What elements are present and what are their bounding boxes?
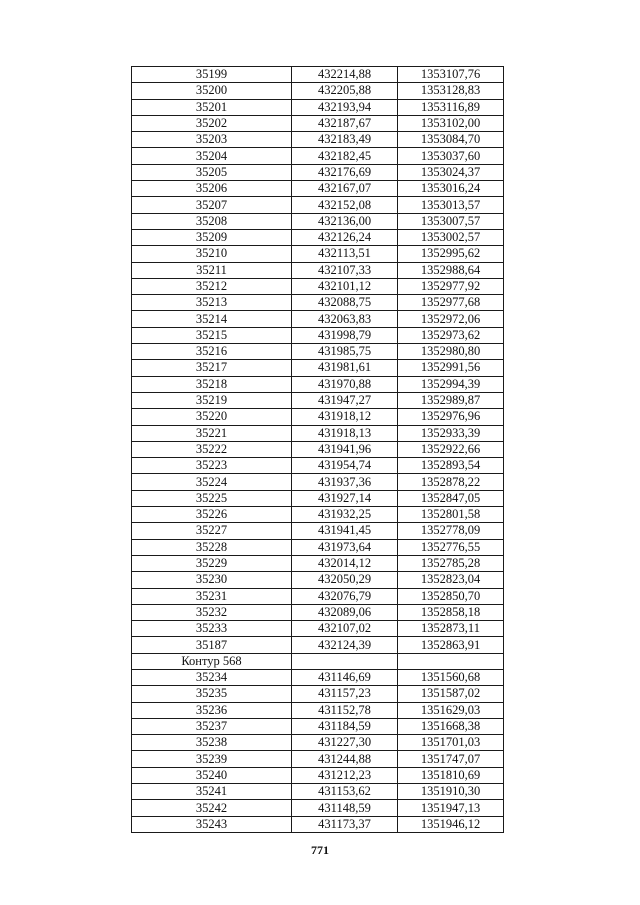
y-coordinate-cell: 1351560,68: [398, 669, 504, 685]
x-coordinate-cell: 431937,36: [292, 474, 398, 490]
y-coordinate-cell: 1352863,91: [398, 637, 504, 653]
x-coordinate-cell: 431173,37: [292, 816, 398, 832]
x-coordinate-cell: 431998,79: [292, 327, 398, 343]
point-number-cell: 35236: [132, 702, 292, 718]
point-number-cell: 35203: [132, 132, 292, 148]
table-row: [132, 816, 504, 832]
point-number-cell: 35231: [132, 588, 292, 604]
table-row: [132, 197, 504, 213]
y-coordinate-cell: 1351668,38: [398, 718, 504, 734]
point-number-cell: 35208: [132, 213, 292, 229]
table-row: [132, 229, 504, 245]
y-coordinate-cell: 1353024,37: [398, 164, 504, 180]
point-number-cell: 35239: [132, 751, 292, 767]
table-row: [132, 148, 504, 164]
point-number-cell: 35202: [132, 115, 292, 131]
point-number-cell: 35215: [132, 327, 292, 343]
point-number-cell: 35222: [132, 441, 292, 457]
point-number-cell: 35214: [132, 311, 292, 327]
table-row: [132, 653, 504, 669]
y-coordinate-cell: 1352778,09: [398, 523, 504, 539]
x-coordinate-cell: 431927,14: [292, 490, 398, 506]
point-number-cell: 35223: [132, 458, 292, 474]
x-coordinate-cell: 432107,33: [292, 262, 398, 278]
table-row: [132, 164, 504, 180]
y-coordinate-cell: 1353016,24: [398, 181, 504, 197]
point-number-cell: 35229: [132, 555, 292, 571]
point-number-cell: 35207: [132, 197, 292, 213]
point-number-cell: 35212: [132, 278, 292, 294]
y-coordinate-cell: 1352988,64: [398, 262, 504, 278]
point-number-cell: 35209: [132, 229, 292, 245]
y-coordinate-cell: 1352922,66: [398, 441, 504, 457]
table-row: [132, 115, 504, 131]
x-coordinate-cell: 432187,67: [292, 115, 398, 131]
x-coordinate-cell: 432205,88: [292, 83, 398, 99]
point-number-cell: 35230: [132, 572, 292, 588]
point-number-cell: 35205: [132, 164, 292, 180]
coordinates-table-body: [132, 67, 504, 833]
point-number-cell: 35241: [132, 784, 292, 800]
point-number-cell: 35206: [132, 181, 292, 197]
table-row: [132, 181, 504, 197]
x-coordinate-cell: 432193,94: [292, 99, 398, 115]
y-coordinate-cell: 1351587,02: [398, 686, 504, 702]
y-coordinate-cell: 1352873,11: [398, 621, 504, 637]
x-coordinate-cell: 431981,61: [292, 360, 398, 376]
table-row: [132, 507, 504, 523]
point-number-cell: 35242: [132, 800, 292, 816]
point-number-cell: 35200: [132, 83, 292, 99]
table-row: [132, 392, 504, 408]
table-row: [132, 784, 504, 800]
point-number-cell: 35227: [132, 523, 292, 539]
point-number-cell: 35219: [132, 392, 292, 408]
y-coordinate-cell: 1352933,39: [398, 425, 504, 441]
table-row: [132, 99, 504, 115]
y-coordinate-cell: 1351701,03: [398, 735, 504, 751]
table-row: [132, 376, 504, 392]
x-coordinate-cell: 432176,69: [292, 164, 398, 180]
table-row: [132, 295, 504, 311]
x-coordinate-cell: 432214,88: [292, 67, 398, 83]
y-coordinate-cell: 1352977,68: [398, 295, 504, 311]
table-row: [132, 360, 504, 376]
table-row: [132, 572, 504, 588]
point-number-cell: 35232: [132, 604, 292, 620]
y-coordinate-cell: 1351910,30: [398, 784, 504, 800]
x-coordinate-cell: [292, 653, 398, 669]
y-coordinate-cell: 1352995,62: [398, 246, 504, 262]
table-row: [132, 213, 504, 229]
x-coordinate-cell: 432089,06: [292, 604, 398, 620]
point-number-cell: 35235: [132, 686, 292, 702]
y-coordinate-cell: 1352858,18: [398, 604, 504, 620]
point-number-cell: 35187: [132, 637, 292, 653]
y-coordinate-cell: 1352976,96: [398, 409, 504, 425]
table-row: [132, 751, 504, 767]
point-number-cell: 35234: [132, 669, 292, 685]
point-number-cell: 35228: [132, 539, 292, 555]
y-coordinate-cell: 1353102,00: [398, 115, 504, 131]
x-coordinate-cell: 431152,78: [292, 702, 398, 718]
y-coordinate-cell: 1352980,80: [398, 344, 504, 360]
x-coordinate-cell: 431947,27: [292, 392, 398, 408]
point-number-cell: 35204: [132, 148, 292, 164]
point-number-cell: 35210: [132, 246, 292, 262]
x-coordinate-cell: 431244,88: [292, 751, 398, 767]
table-row: [132, 344, 504, 360]
table-row: [132, 83, 504, 99]
y-coordinate-cell: 1353013,57: [398, 197, 504, 213]
y-coordinate-cell: 1352850,70: [398, 588, 504, 604]
table-row: [132, 327, 504, 343]
point-number-cell: 35243: [132, 816, 292, 832]
x-coordinate-cell: 431184,59: [292, 718, 398, 734]
table-row: [132, 588, 504, 604]
x-coordinate-cell: 432076,79: [292, 588, 398, 604]
x-coordinate-cell: 432050,29: [292, 572, 398, 588]
x-coordinate-cell: 431985,75: [292, 344, 398, 360]
x-coordinate-cell: 432063,83: [292, 311, 398, 327]
y-coordinate-cell: 1353128,83: [398, 83, 504, 99]
y-coordinate-cell: 1352823,04: [398, 572, 504, 588]
table-row: [132, 735, 504, 751]
point-number-cell: 35220: [132, 409, 292, 425]
y-coordinate-cell: 1353084,70: [398, 132, 504, 148]
point-number-cell: 35238: [132, 735, 292, 751]
table-row: [132, 132, 504, 148]
x-coordinate-cell: 431918,13: [292, 425, 398, 441]
table-row: [132, 686, 504, 702]
x-coordinate-cell: 431954,74: [292, 458, 398, 474]
table-row: [132, 409, 504, 425]
x-coordinate-cell: 432101,12: [292, 278, 398, 294]
table-row: [132, 767, 504, 783]
table-row: [132, 425, 504, 441]
point-number-cell: 35217: [132, 360, 292, 376]
table-row: [132, 67, 504, 83]
x-coordinate-cell: 431970,88: [292, 376, 398, 392]
y-coordinate-cell: 1351946,12: [398, 816, 504, 832]
table-row: [132, 490, 504, 506]
x-coordinate-cell: 432136,00: [292, 213, 398, 229]
x-coordinate-cell: 432113,51: [292, 246, 398, 262]
point-number-cell: 35226: [132, 507, 292, 523]
coordinates-table-container: [131, 66, 503, 833]
point-number-cell: 35213: [132, 295, 292, 311]
table-row: [132, 718, 504, 734]
x-coordinate-cell: 432124,39: [292, 637, 398, 653]
coordinates-table: [131, 66, 504, 833]
table-row: [132, 441, 504, 457]
point-number-cell: 35237: [132, 718, 292, 734]
table-row: [132, 669, 504, 685]
table-row: [132, 800, 504, 816]
y-coordinate-cell: 1351947,13: [398, 800, 504, 816]
table-row: [132, 555, 504, 571]
table-row: [132, 474, 504, 490]
table-row: [132, 621, 504, 637]
y-coordinate-cell: 1353116,89: [398, 99, 504, 115]
y-coordinate-cell: 1352972,06: [398, 311, 504, 327]
point-number-cell: 35233: [132, 621, 292, 637]
y-coordinate-cell: [398, 653, 504, 669]
y-coordinate-cell: 1352994,39: [398, 376, 504, 392]
x-coordinate-cell: 432014,12: [292, 555, 398, 571]
y-coordinate-cell: 1351747,07: [398, 751, 504, 767]
x-coordinate-cell: 432167,07: [292, 181, 398, 197]
y-coordinate-cell: 1352785,28: [398, 555, 504, 571]
page-number: 771: [311, 843, 329, 857]
x-coordinate-cell: 431148,59: [292, 800, 398, 816]
x-coordinate-cell: 431227,30: [292, 735, 398, 751]
table-row: [132, 637, 504, 653]
point-number-cell: Контур 568: [132, 653, 292, 669]
point-number-cell: 35218: [132, 376, 292, 392]
y-coordinate-cell: 1351629,03: [398, 702, 504, 718]
y-coordinate-cell: 1352973,62: [398, 327, 504, 343]
x-coordinate-cell: 431918,12: [292, 409, 398, 425]
point-number-cell: 35225: [132, 490, 292, 506]
x-coordinate-cell: 431941,96: [292, 441, 398, 457]
y-coordinate-cell: 1352801,58: [398, 507, 504, 523]
table-row: [132, 523, 504, 539]
y-coordinate-cell: 1352893,54: [398, 458, 504, 474]
y-coordinate-cell: 1352847,05: [398, 490, 504, 506]
y-coordinate-cell: 1352776,55: [398, 539, 504, 555]
table-row: [132, 278, 504, 294]
x-coordinate-cell: 431932,25: [292, 507, 398, 523]
y-coordinate-cell: 1353007,57: [398, 213, 504, 229]
point-number-cell: 35224: [132, 474, 292, 490]
x-coordinate-cell: 432126,24: [292, 229, 398, 245]
table-row: [132, 246, 504, 262]
table-row: [132, 458, 504, 474]
y-coordinate-cell: 1351810,69: [398, 767, 504, 783]
y-coordinate-cell: 1352878,22: [398, 474, 504, 490]
x-coordinate-cell: 431153,62: [292, 784, 398, 800]
x-coordinate-cell: 431973,64: [292, 539, 398, 555]
x-coordinate-cell: 432107,02: [292, 621, 398, 637]
x-coordinate-cell: 432152,08: [292, 197, 398, 213]
x-coordinate-cell: 431146,69: [292, 669, 398, 685]
x-coordinate-cell: 432182,45: [292, 148, 398, 164]
point-number-cell: 35221: [132, 425, 292, 441]
point-number-cell: 35216: [132, 344, 292, 360]
y-coordinate-cell: 1353002,57: [398, 229, 504, 245]
table-row: [132, 539, 504, 555]
x-coordinate-cell: 431212,23: [292, 767, 398, 783]
point-number-cell: 35201: [132, 99, 292, 115]
y-coordinate-cell: 1352989,87: [398, 392, 504, 408]
table-row: [132, 604, 504, 620]
table-row: [132, 262, 504, 278]
y-coordinate-cell: 1353037,60: [398, 148, 504, 164]
y-coordinate-cell: 1353107,76: [398, 67, 504, 83]
x-coordinate-cell: 431941,45: [292, 523, 398, 539]
y-coordinate-cell: 1352977,92: [398, 278, 504, 294]
table-row: [132, 311, 504, 327]
point-number-cell: 35240: [132, 767, 292, 783]
y-coordinate-cell: 1352991,56: [398, 360, 504, 376]
point-number-cell: 35199: [132, 67, 292, 83]
table-row: [132, 702, 504, 718]
point-number-cell: 35211: [132, 262, 292, 278]
x-coordinate-cell: 432183,49: [292, 132, 398, 148]
x-coordinate-cell: 432088,75: [292, 295, 398, 311]
x-coordinate-cell: 431157,23: [292, 686, 398, 702]
